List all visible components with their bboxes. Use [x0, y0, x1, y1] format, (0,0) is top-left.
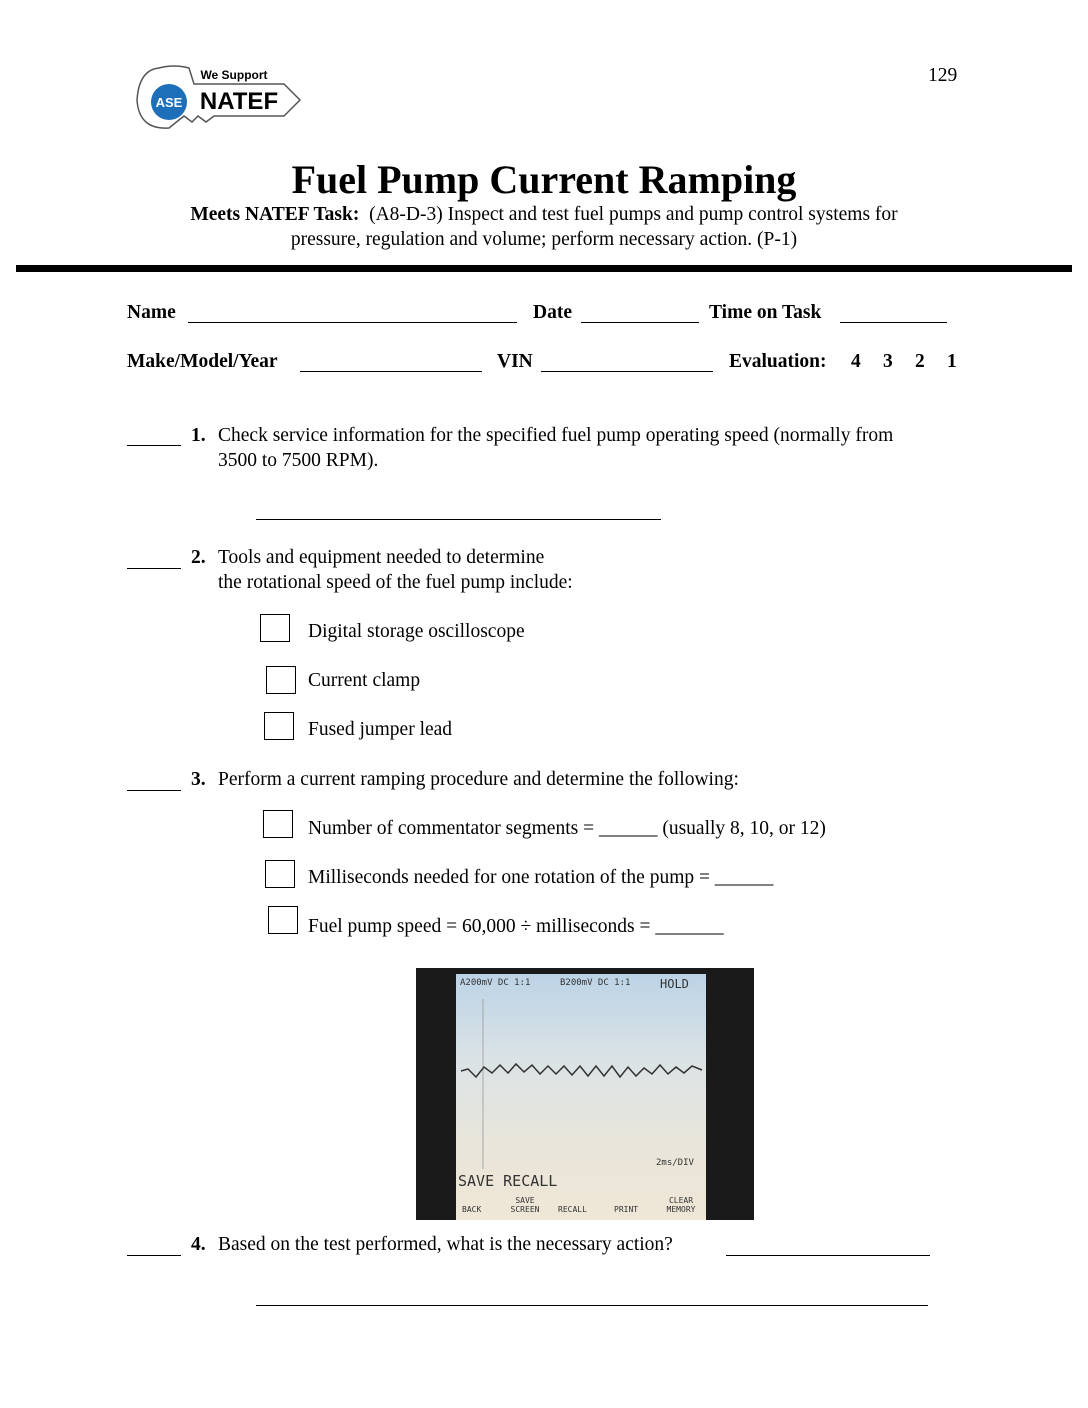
- check-label: Fused jumper lead: [308, 719, 453, 740]
- checkbox-jumper-lead[interactable]: [264, 712, 294, 740]
- item-1-text-2: 3500 to 7500 RPM).: [218, 450, 379, 471]
- item-1-number: 1.: [191, 425, 206, 446]
- item-1-answer-line[interactable]: [256, 519, 661, 520]
- task-line-1: [0, 203, 1088, 227]
- checkbox-milliseconds[interactable]: [265, 860, 295, 888]
- checkbox-pump-speed[interactable]: [268, 906, 298, 934]
- divider-rule: [16, 265, 1072, 272]
- softkey-save-screen: SAVE SCREEN: [510, 1196, 540, 1214]
- check-label: Fuel pump speed = 60,000 ÷ milliseconds = _______: [308, 916, 724, 937]
- date-field[interactable]: [581, 322, 699, 323]
- item-3-text: Perform a current ramping procedure and determine the following:: [218, 769, 739, 790]
- item-4-number: 4.: [191, 1234, 206, 1255]
- item-3-blank[interactable]: [127, 790, 181, 791]
- menu-title: SAVE RECALL: [458, 1172, 558, 1190]
- page-title: Fuel Pump Current Ramping: [291, 157, 797, 202]
- oscilloscope-photo: [416, 968, 754, 1220]
- time-field[interactable]: [840, 322, 947, 323]
- name-field[interactable]: [188, 322, 517, 323]
- hold-label: HOLD: [660, 977, 689, 991]
- time-label: Time on Task: [709, 302, 822, 323]
- svg-text:ASE: ASE: [155, 95, 183, 110]
- vin-field[interactable]: [541, 371, 713, 372]
- item-4-blank[interactable]: [127, 1255, 181, 1256]
- item-4-text: Based on the test performed, what is the necessary action?: [218, 1234, 673, 1255]
- timebase-label: 2ms/DIV: [656, 1158, 694, 1168]
- check-label: Current clamp: [308, 670, 421, 691]
- make-field[interactable]: [300, 371, 482, 372]
- item-2-number: 2.: [191, 547, 206, 568]
- checkbox-segments[interactable]: [263, 810, 293, 838]
- check-label: Digital storage oscilloscope: [308, 621, 525, 642]
- item-2-text-2: the rotational speed of the fuel pump include:: [218, 572, 573, 593]
- check-label: Milliseconds needed for one rotation of the pump = ______: [308, 867, 774, 888]
- item-4-answer-line-2[interactable]: [256, 1305, 928, 1306]
- item-1-text: Check service information for the specified fuel pump operating speed (normally from: [218, 425, 894, 446]
- item-1-blank[interactable]: [127, 445, 181, 446]
- softkey-recall: RECALL: [558, 1205, 587, 1214]
- checkbox-current-clamp[interactable]: [266, 666, 296, 694]
- score-2[interactable]: 2: [915, 351, 925, 372]
- score-3[interactable]: 3: [883, 351, 893, 372]
- softkey-clear-memory: CLEAR MEMORY: [666, 1196, 696, 1214]
- evaluation-label: Evaluation:: [729, 351, 827, 372]
- task-text: (A8-D-3) Inspect and test fuel pumps and pump control systems for: [369, 204, 898, 225]
- vin-label: VIN: [497, 351, 533, 372]
- score-4[interactable]: 4: [851, 351, 861, 372]
- item-2-text: Tools and equipment needed to determine: [218, 547, 545, 568]
- item-4-answer-line[interactable]: [726, 1255, 930, 1256]
- date-label: Date: [533, 302, 572, 323]
- name-label: Name: [127, 302, 176, 323]
- svg-text:We Support: We Support: [200, 68, 268, 82]
- svg-text:NATEF: NATEF: [199, 88, 279, 115]
- task-line-2: pressure, regulation and volume; perform necessary action. (P-1): [290, 229, 798, 250]
- softkey-print: PRINT: [614, 1205, 639, 1214]
- oscilloscope-screen: [456, 974, 706, 1220]
- item-2-blank[interactable]: [127, 568, 181, 569]
- natef-logo: [134, 62, 304, 134]
- make-label: Make/Model/Year: [127, 351, 278, 372]
- item-3-number: 3.: [191, 769, 206, 790]
- check-label: Number of commentator segments = ______ (usually 8, 10, or 12): [308, 818, 826, 839]
- task-label: Meets NATEF Task:: [190, 204, 360, 225]
- score-1[interactable]: 1: [947, 351, 957, 372]
- channel-b-label: B200mV DC 1:1: [560, 978, 631, 988]
- channel-a-label: A200mV DC 1:1: [460, 978, 531, 988]
- page-number: 129: [928, 65, 958, 86]
- checkbox-oscilloscope[interactable]: [260, 614, 290, 642]
- softkey-back: BACK: [462, 1205, 482, 1214]
